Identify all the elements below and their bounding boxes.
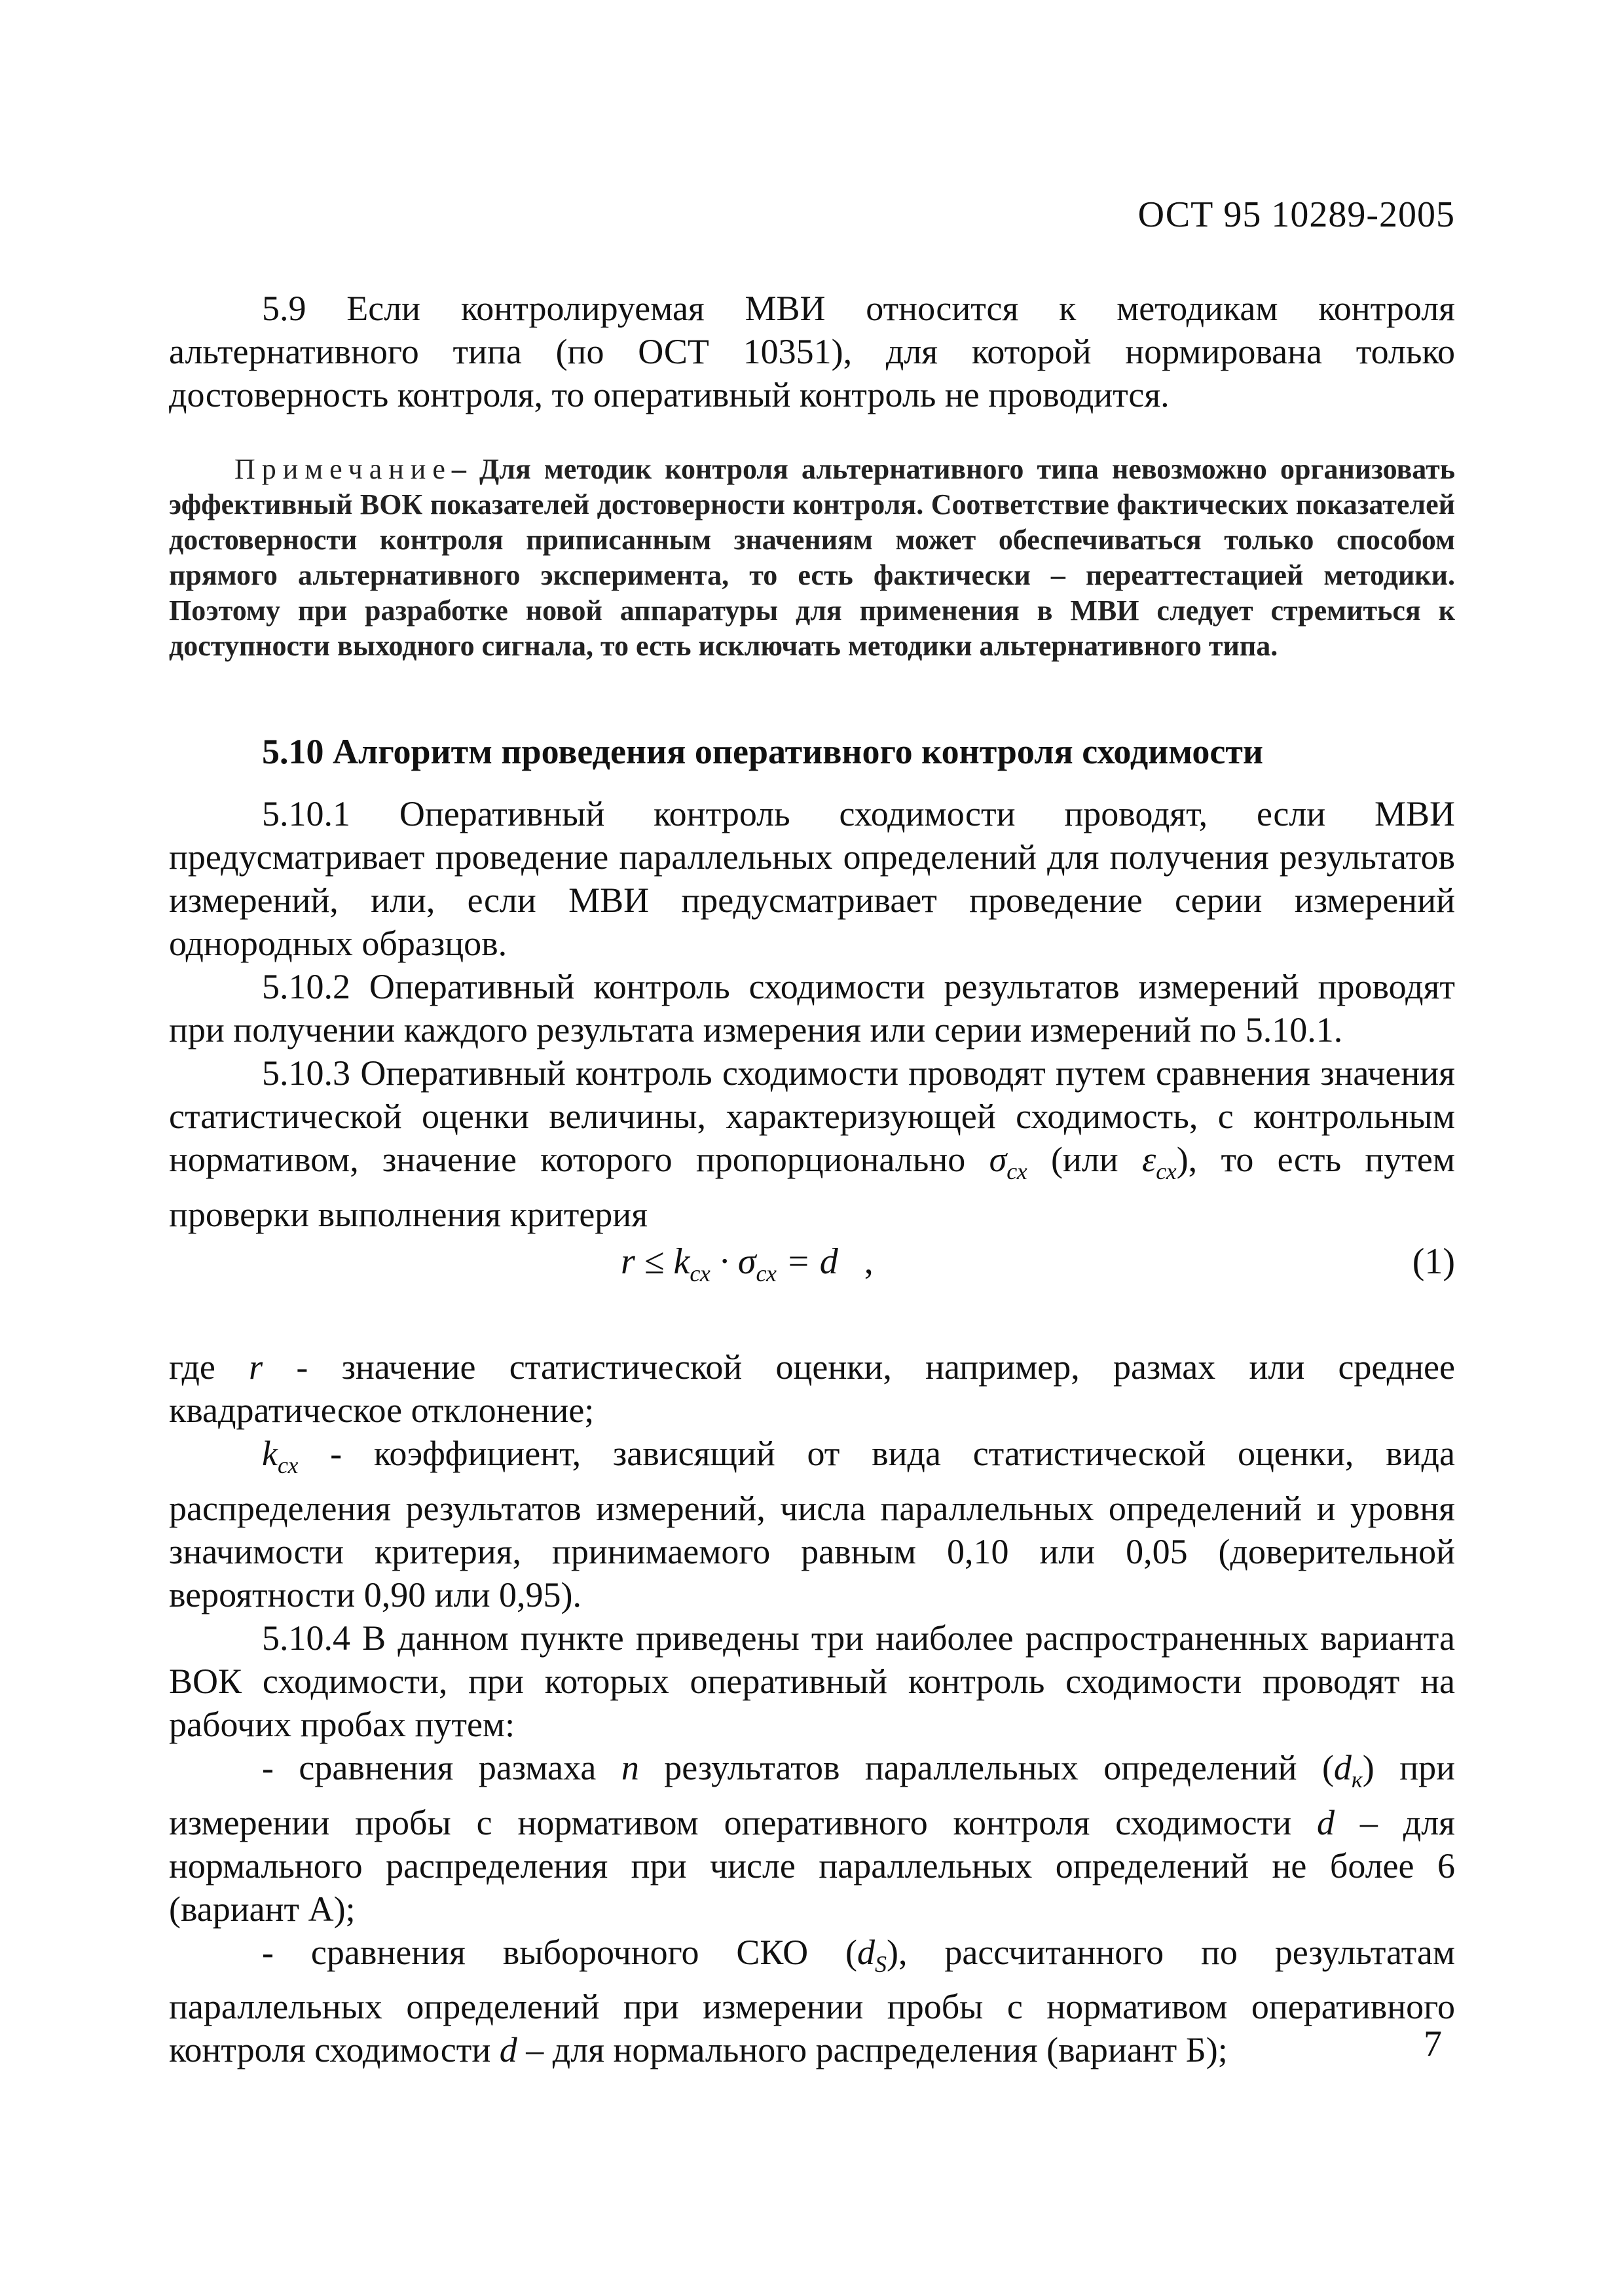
item-b: - сравнения выборочного СКО $(d_S)$, рассчитанного по результатам параллельных определений при измерении пробы с нормативом оперативного контроля сходимости d – для нормального распределения (вариант Б);	[169, 1932, 1455, 2070]
paragraph-5-10-4: 5.10.4 В данном пункте приведены три наиболее распространенных варианта ВОК сходимости, при которых оперативный контроль сходимости проводят на рабочих пробах путем:	[169, 1618, 1455, 1744]
paragraph-5-9	[169, 287, 1455, 416]
section-5-10-body	[169, 792, 1455, 1236]
where-r: где r - значение статистической оценки, например, размах или среднее квадратическое отклонение;	[169, 1347, 1455, 1430]
p3-text-a: 5.10.3 Оперативный контроль сходимости проводят путем сравнения значения статистической оценки величины, характеризующей сходимость, с контрольным нормативом, значение которого пропорционально	[169, 1053, 1455, 1179]
p3-text-c: ), то есть путем проверки выполнения критерия	[169, 1140, 1455, 1234]
p3-text-b: (или	[1027, 1140, 1142, 1179]
standard-id: ОСТ 95 10289-2005	[1137, 194, 1455, 235]
epsilon-symbol: $\varepsilon_{сх}$	[1141, 1140, 1177, 1184]
page-number: 7	[1424, 2024, 1442, 2064]
where-k: $k_{сх}$ - коэффициент, зависящий от вида статистической оценки, вида распределения результатов измерений, числа параллельных определений и уровня значимости критерия, принимаемого равным 0,10 или 0,05 (доверительной вероятности 0,90 или 0,95).	[169, 1434, 1455, 1614]
formula-row	[169, 1241, 1455, 1293]
paragraph-5-9-text: 5.9 Если контролируемая МВИ относится к методикам контроля альтернативного типа (по ОСТ 10351), для которой нормирована только достоверность контроля, то оперативный контроль не проводится.	[169, 289, 1455, 414]
paragraph-5-10-1: 5.10.1 Оперативный контроль сходимости проводят, если МВИ предусматривает проведение параллельных определений для получения результатов измерений, или, если МВИ предусматривает проведение серии измерений однородных образцов.	[169, 794, 1455, 963]
formula-1: $r \le k_{сх} \cdot \sigma_{сх} = d$ ,	[621, 1241, 874, 1287]
note-lead: Примечание	[234, 453, 452, 485]
where-block	[169, 1345, 1455, 2071]
equation-number: (1)	[1412, 1241, 1455, 1282]
sigma-symbol: $\sigma_{сх}$	[989, 1140, 1027, 1184]
paragraph-5-10-2: 5.10.2 Оперативный контроль сходимости результатов измерений проводят при получении каждого результата измерения или серии измерений по 5.10.1.	[169, 967, 1455, 1049]
section-heading: 5.10 Алгоритм проведения оперативного контроля сходимости	[262, 732, 1263, 771]
note-text: – Для методик контроля альтернативного типа невозможно организовать эффективный ВОК показателей достоверности контроля. Соответствие фактических показателей достоверности контроля приписанным значениям может обеспечиваться только способом прямого альтернативного эксперимента, то есть фактически – переаттестацией методики. Поэтому при разработке новой аппаратуры для применения в МВИ следует стремиться к доступности выходного сигнала, то есть исключать методики альтернативного типа.	[169, 453, 1455, 662]
note-block	[169, 452, 1455, 664]
item-a: - сравнения размаха n результатов параллельных определений $(d_к)$ при измерении пробы с нормативом оперативного контроля сходимости d – для нормального распределения при числе параллельных определений не более 6 (вариант А);	[169, 1747, 1456, 1929]
paragraph-5-10-3	[169, 1051, 1455, 1236]
